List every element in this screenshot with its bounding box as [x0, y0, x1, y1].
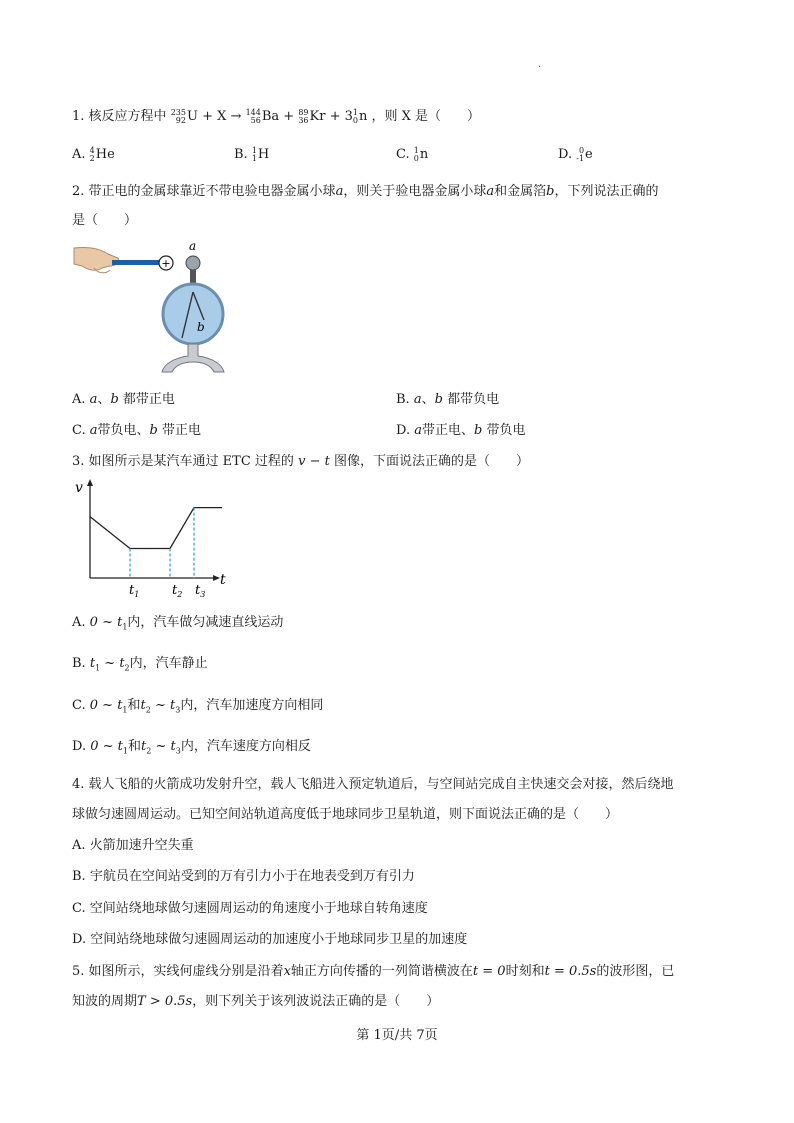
q1-option-d[interactable]: D. 0 -1 e: [558, 145, 593, 163]
q2-option-d[interactable]: D. a带正电、b 带负电: [396, 423, 526, 438]
q3-option-a[interactable]: A. 0 ~ $t_1$内，汽车做匀减速直线运动: [72, 615, 284, 632]
tick-label-t2: $t_2$: [172, 583, 183, 599]
nuclear-equation: 235 92 U + X → 144 56 Ba + 89 36 Kr + 3 1 0 n: [170, 107, 368, 125]
tick-label-t1: $t_1$: [129, 583, 140, 599]
q3-option-b[interactable]: B. $t_1$ ~ $t_2$内，汽车静止: [72, 656, 208, 673]
plus-sign: +: [161, 257, 171, 270]
question-5-stem-line1: 5. 如图所示，实线何虚线分别是沿着x轴正方向传播的一列简谐横波在t = 0时刻和t = 0.5s的波形图，已: [72, 964, 675, 979]
hand-icon: [74, 247, 119, 272]
question-5-stem-line2: 知波的周期T > 0.5s，则下列关于该列波说法正确的是（ ）: [72, 994, 440, 1009]
q1-option-a[interactable]: A. 4 2 He: [72, 145, 115, 163]
electroscope-stand: [162, 344, 224, 372]
tick-labels: [129, 583, 205, 599]
q3-option-d[interactable]: D. 0 ~ $t_1$和$t_2$ ~ $t_3$内，汽车速度方向相反: [72, 739, 311, 756]
vt-series-line: [90, 508, 222, 549]
vt-chart: [72, 478, 232, 600]
q1-option-c[interactable]: C. 1 0 n: [396, 145, 429, 163]
question-2-stem-line1: 2. 带正电的金属球靠近不带电验电器金属小球a，则关于验电器金属小球a和金属箔b，下列说法正确的: [72, 184, 659, 199]
axis-label-v: v: [75, 480, 83, 496]
q2-option-a[interactable]: A. a、b 都带正电: [72, 392, 175, 407]
small-ball-a: [186, 256, 200, 270]
axis-label-t: t: [220, 572, 226, 588]
header-mark: ·: [538, 62, 542, 73]
q4-option-b[interactable]: B. 宇航员在空间站受到的万有引力小于在地表受到万有引力: [72, 869, 415, 884]
q2-option-c[interactable]: C. a带负电、b 带正电: [72, 423, 202, 438]
question-2-stem-line2: 是（ ）: [72, 213, 138, 228]
question-4-stem-line2: 球做匀速圆周运动。已知空间站轨道高度低于地球同步卫星轨道，则下面说法正确的是（ ）: [72, 807, 619, 822]
label-a: a: [189, 239, 197, 253]
label-b: b: [197, 320, 205, 334]
q4-option-d[interactable]: D. 空间站绕地球做匀速圆周运动的加速度小于地球同步卫星的加速度: [72, 932, 468, 947]
q1-option-b[interactable]: B. 1 1 H: [234, 145, 270, 163]
insulated-rod: [112, 260, 160, 265]
question-1-stem: 1. 核反应方程中 235 92 U + X → 144 56 Ba + 89 36 Kr + 3 1 0 n ，则 X 是（ ）: [72, 107, 481, 125]
q4-option-a[interactable]: A. 火箭加速升空失重: [72, 838, 194, 853]
tick-label-t3: $t_3$: [195, 583, 206, 599]
q3-option-c[interactable]: C. 0 ~ $t_1$和$t_2$ ~ $t_3$内，汽车加速度方向相同: [72, 698, 324, 715]
q2-option-b[interactable]: B. a、b 都带负电: [396, 392, 500, 407]
q4-option-c[interactable]: C. 空间站绕地球做匀速圆周运动的角速度小于地球自转角速度: [72, 901, 428, 916]
electroscope-figure: [72, 240, 242, 380]
question-3-stem: 3. 如图所示是某汽车通过 ETC 过程的 v − t 图像，下面说法正确的是（ ）: [72, 454, 529, 469]
question-4-stem-line1: 4. 载人飞船的火箭成功发射升空，载人飞船进入预定轨道后，与空间站完成自主快速交会对接，然后绕地: [72, 777, 674, 792]
page-footer: 第 1页/共 7页: [356, 1028, 438, 1043]
